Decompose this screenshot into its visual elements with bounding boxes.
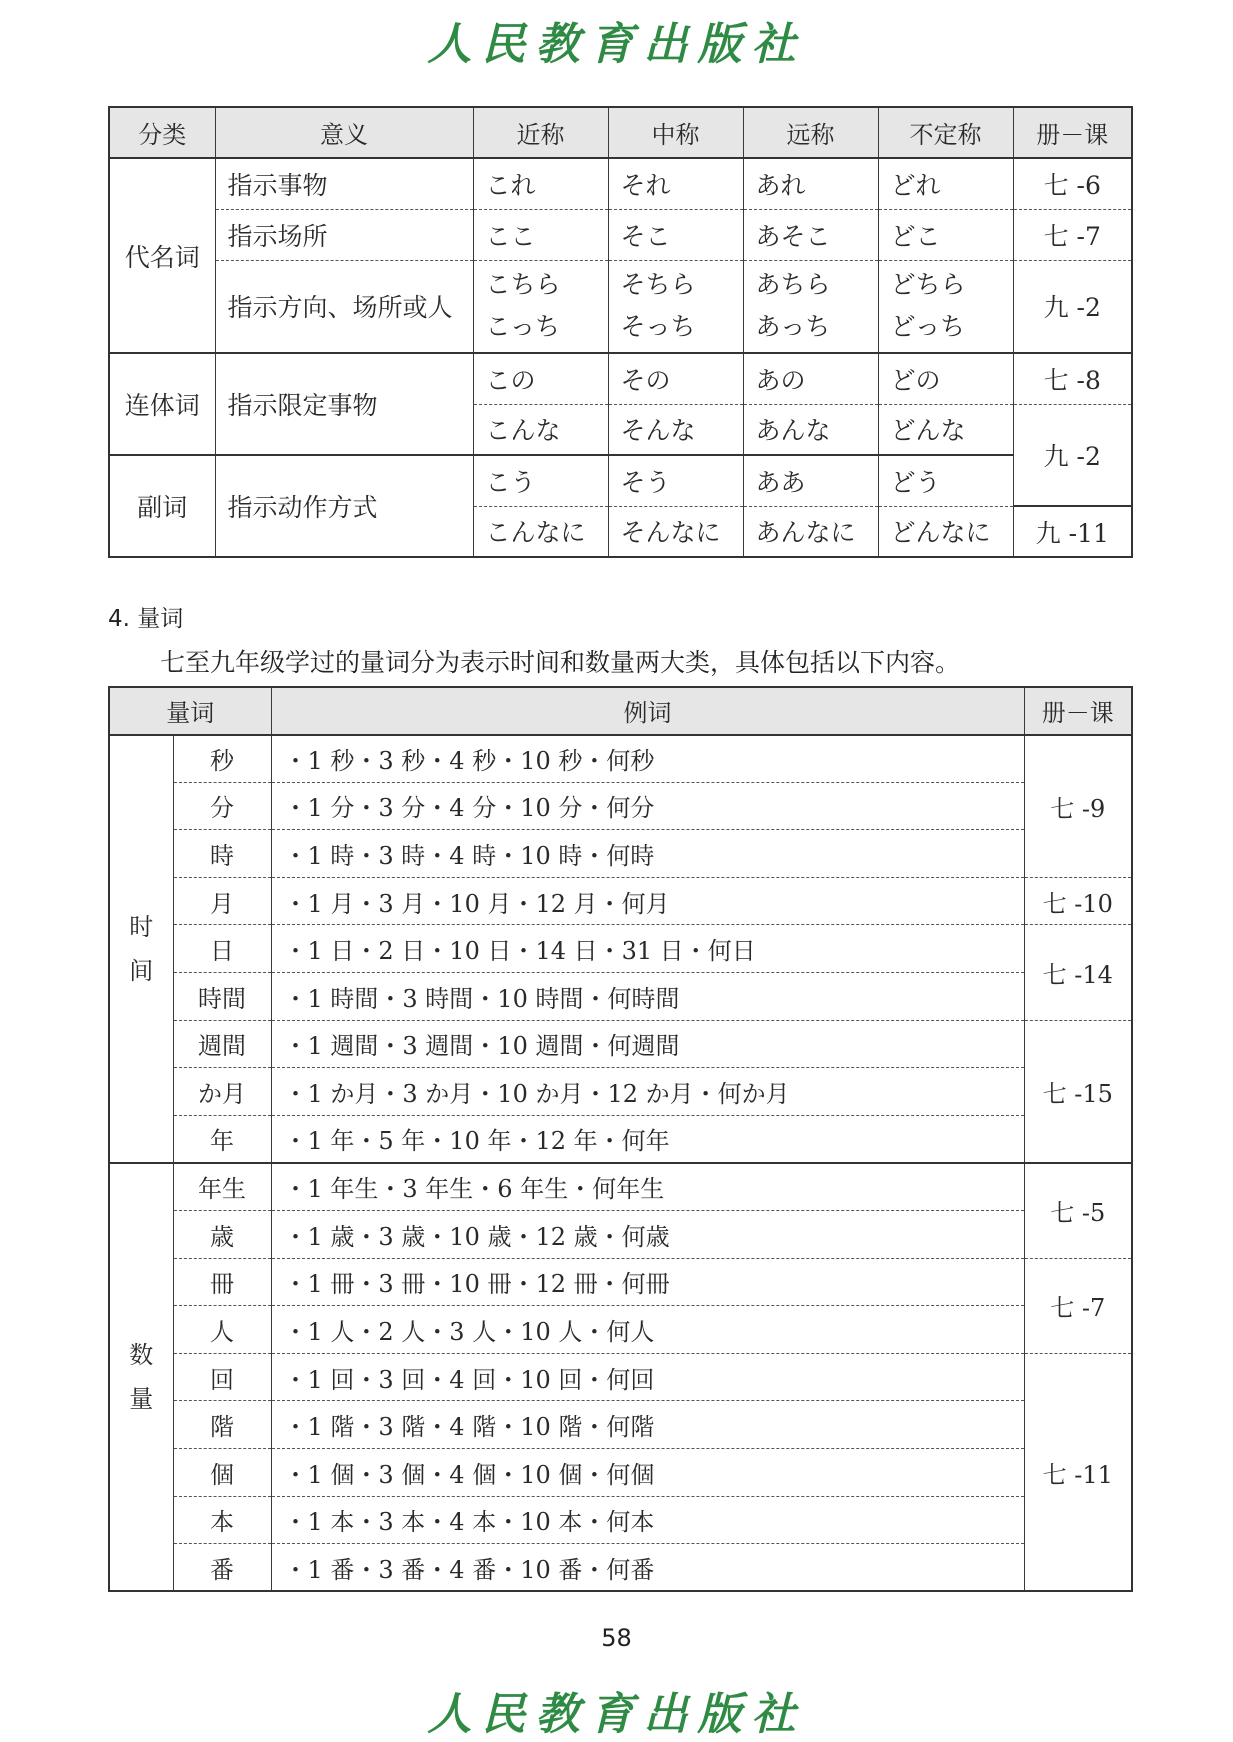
examples-cell: ・1 年・5 年・10 年・12 年・何年	[271, 1115, 1024, 1163]
near-cell: こんな	[473, 404, 608, 455]
category-adverb: 副词	[109, 455, 215, 557]
unit-cell: 年	[173, 1115, 271, 1163]
near-cell: この	[473, 353, 608, 404]
header-mid: 中称	[608, 107, 743, 158]
far-cell: あちら あっち	[743, 260, 878, 353]
examples-cell: ・1 月・3 月・10 月・12 月・何月	[271, 877, 1024, 925]
unit-cell: 月	[173, 877, 271, 925]
unit-cell: 秒	[173, 735, 271, 783]
mid-cell: それ	[608, 158, 743, 209]
unit-cell: 個	[173, 1449, 271, 1497]
header-meaning: 意义	[215, 107, 473, 158]
unit-cell: 日	[173, 925, 271, 973]
lesson-cell: 九 -2	[1013, 260, 1132, 353]
examples-cell: ・1 冊・3 冊・10 冊・12 冊・何冊	[271, 1258, 1024, 1306]
section-heading: 4. 量词	[108, 606, 184, 632]
header-category: 分类	[109, 107, 215, 158]
examples-cell: ・1 歳・3 歳・10 歳・12 歳・何歳	[271, 1211, 1024, 1259]
examples-cell: ・1 か月・3 か月・10 か月・12 か月・何か月	[271, 1068, 1024, 1116]
examples-cell: ・1 個・3 個・4 個・10 個・何個	[271, 1449, 1024, 1497]
unit-cell: 冊	[173, 1258, 271, 1306]
counters-table	[108, 686, 1133, 1592]
unit-cell: 本	[173, 1496, 271, 1544]
demonstratives-table	[108, 106, 1133, 558]
meaning-cell: 指示限定事物	[215, 353, 473, 455]
unit-cell: 週間	[173, 1020, 271, 1068]
category-adnominal: 连体词	[109, 353, 215, 455]
unit-cell: 年生	[173, 1163, 271, 1211]
header-lesson: 册－课	[1013, 107, 1132, 158]
examples-cell: ・1 人・2 人・3 人・10 人・何人	[271, 1306, 1024, 1354]
lesson-cell: 七 -10	[1024, 877, 1132, 925]
group-label-time: 时 间	[109, 735, 173, 1163]
header-examples: 例词	[271, 687, 1024, 735]
near-cell: これ	[473, 158, 608, 209]
far-cell: あの	[743, 353, 878, 404]
examples-cell: ・1 時・3 時・4 時・10 時・何時	[271, 830, 1024, 878]
lesson-cell: 七 -7	[1013, 209, 1132, 260]
examples-cell: ・1 分・3 分・4 分・10 分・何分	[271, 782, 1024, 830]
meaning-cell: 指示动作方式	[215, 455, 473, 557]
near-cell: こちら こっち	[473, 260, 608, 353]
header-far: 远称	[743, 107, 878, 158]
indef-cell: どこ	[878, 209, 1013, 260]
mid-cell: そちら そっち	[608, 260, 743, 353]
near-cell: こんなに	[473, 506, 608, 557]
lesson-cell: 七 -8	[1013, 353, 1132, 404]
indef-cell: どちら どっち	[878, 260, 1013, 353]
header-counter: 量词	[109, 687, 271, 735]
publisher-logo-bottom: 人民教育出版社	[427, 1689, 806, 1740]
lesson-cell: 七 -11	[1024, 1353, 1132, 1591]
mid-cell: そんな	[608, 404, 743, 455]
unit-cell: か月	[173, 1068, 271, 1116]
unit-cell: 番	[173, 1544, 271, 1592]
indef-cell: どんなに	[878, 506, 1013, 557]
lesson-cell: 七 -14	[1024, 925, 1132, 1020]
lesson-cell: 七 -9	[1024, 735, 1132, 878]
header-lesson: 册－课	[1024, 687, 1132, 735]
examples-cell: ・1 時間・3 時間・10 時間・何時間	[271, 973, 1024, 1021]
lesson-cell: 九 -2	[1013, 404, 1132, 506]
far-cell: あんなに	[743, 506, 878, 557]
meaning-cell: 指示场所	[215, 209, 473, 260]
far-cell: あれ	[743, 158, 878, 209]
far-cell: ああ	[743, 455, 878, 506]
mid-cell: そこ	[608, 209, 743, 260]
page-number: 58	[601, 1624, 632, 1652]
lesson-cell: 七 -7	[1024, 1258, 1132, 1353]
examples-cell: ・1 階・3 階・4 階・10 階・何階	[271, 1401, 1024, 1449]
indef-cell: どんな	[878, 404, 1013, 455]
far-cell: あそこ	[743, 209, 878, 260]
lesson-cell: 七 -15	[1024, 1020, 1132, 1163]
lesson-cell: 九 -11	[1013, 506, 1132, 557]
mid-cell: そう	[608, 455, 743, 506]
mid-cell: そんなに	[608, 506, 743, 557]
examples-cell: ・1 日・2 日・10 日・14 日・31 日・何日	[271, 925, 1024, 973]
header-indef: 不定称	[878, 107, 1013, 158]
indef-cell: どの	[878, 353, 1013, 404]
unit-cell: 時間	[173, 973, 271, 1021]
examples-cell: ・1 秒・3 秒・4 秒・10 秒・何秒	[271, 735, 1024, 783]
far-cell: あんな	[743, 404, 878, 455]
examples-cell: ・1 年生・3 年生・6 年生・何年生	[271, 1163, 1024, 1211]
near-cell: こう	[473, 455, 608, 506]
indef-cell: どう	[878, 455, 1013, 506]
section-paragraph: 七至九年级学过的量词分为表示时间和数量两大类，具体包括以下内容。	[160, 648, 961, 677]
near-cell: ここ	[473, 209, 608, 260]
mid-cell: その	[608, 353, 743, 404]
header-near: 近称	[473, 107, 608, 158]
examples-cell: ・1 番・3 番・4 番・10 番・何番	[271, 1544, 1024, 1592]
unit-cell: 階	[173, 1401, 271, 1449]
category-pronoun: 代名词	[109, 158, 215, 353]
unit-cell: 歳	[173, 1211, 271, 1259]
meaning-cell: 指示方向、场所或人	[215, 260, 473, 353]
examples-cell: ・1 週間・3 週間・10 週間・何週間	[271, 1020, 1024, 1068]
examples-cell: ・1 回・3 回・4 回・10 回・何回	[271, 1353, 1024, 1401]
unit-cell: 時	[173, 830, 271, 878]
unit-cell: 分	[173, 782, 271, 830]
examples-cell: ・1 本・3 本・4 本・10 本・何本	[271, 1496, 1024, 1544]
indef-cell: どれ	[878, 158, 1013, 209]
lesson-cell: 七 -5	[1024, 1163, 1132, 1258]
unit-cell: 回	[173, 1353, 271, 1401]
lesson-cell: 七 -6	[1013, 158, 1132, 209]
group-label-number: 数 量	[109, 1163, 173, 1591]
unit-cell: 人	[173, 1306, 271, 1354]
meaning-cell: 指示事物	[215, 158, 473, 209]
publisher-logo-top: 人民教育出版社	[427, 19, 806, 70]
